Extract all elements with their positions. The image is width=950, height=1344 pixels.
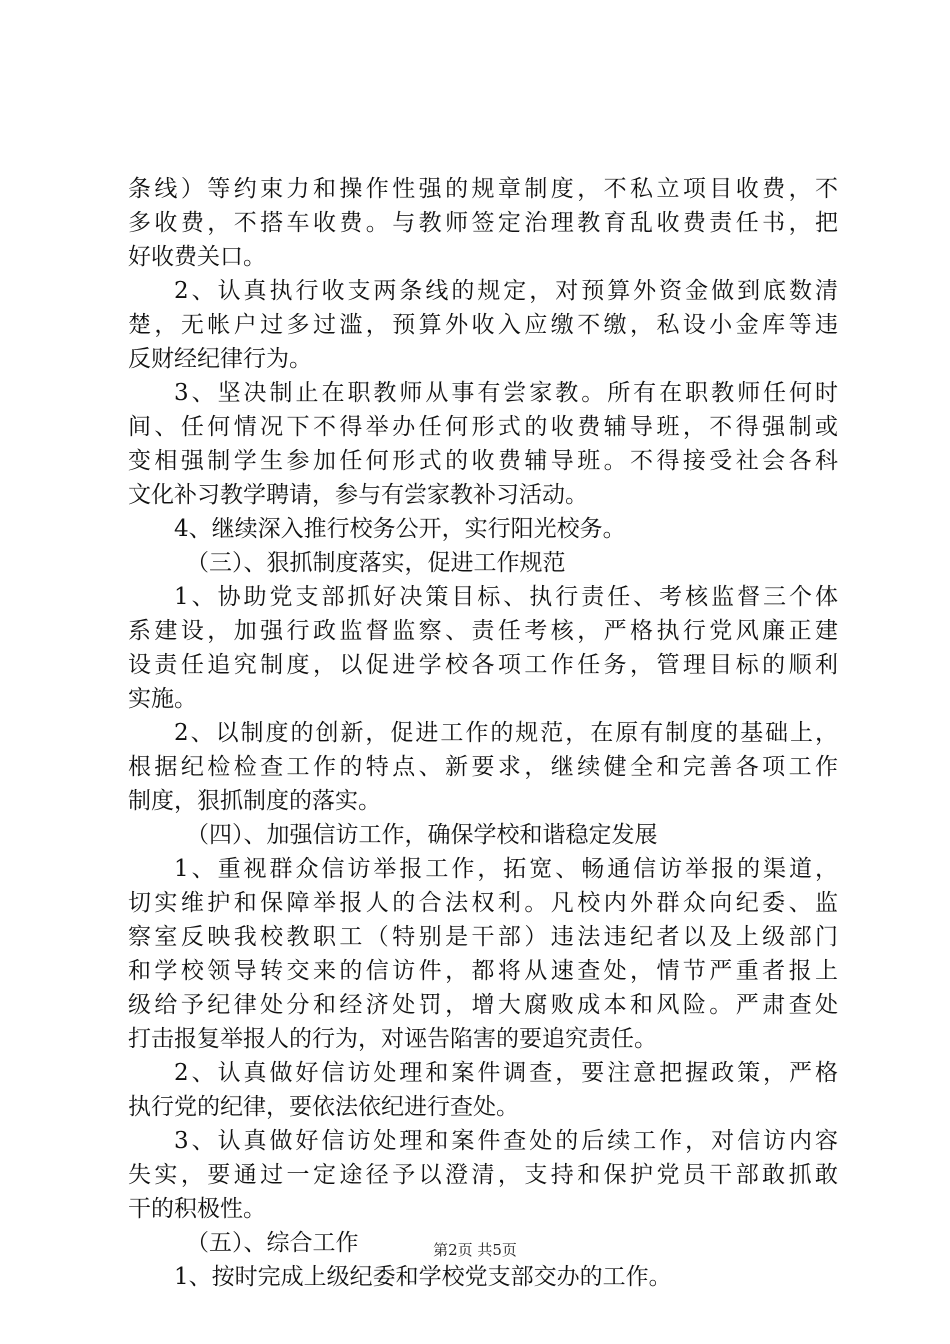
section-heading-line: （五）、综合工作 — [186, 1230, 359, 1256]
paragraph-line: 打击报复举报人的行为，对诬告陷害的要追究责任。 — [128, 1026, 657, 1052]
paragraph-line: 1、重视群众信访举报工作，拓宽、畅通信访举报的渠道， — [174, 856, 838, 882]
paragraph-line: 间、任何情况下不得举办任何形式的收费辅导班，不得强制或 — [128, 414, 838, 440]
paragraph-line: 4、继续深入推行校务公开，实行阳光校务。 — [174, 516, 626, 542]
paragraph-line: 2、认真执行收支两条线的规定，对预算外资金做到底数清 — [174, 278, 838, 304]
paragraph-line: 察室反映我校教职工（特别是干部）违法违纪者以及上级部门 — [128, 924, 838, 950]
paragraph-line: 多收费，不搭车收费。与教师签定治理教育乱收费责任书，把 — [128, 210, 838, 236]
paragraph-line: 3、认真做好信访处理和案件查处的后续工作，对信访内容 — [174, 1128, 838, 1154]
paragraph-line: 实施。 — [128, 686, 197, 712]
paragraph-line: 1、按时完成上级纪委和学校党支部交办的工作。 — [174, 1264, 672, 1290]
paragraph-line: 好收费关口。 — [128, 244, 266, 270]
paragraph-line: 和学校领导转交来的信访件，都将从速查处，情节严重者报上 — [128, 958, 838, 984]
paragraph-line: 根据纪检检查工作的特点、新要求，继续健全和完善各项工作 — [128, 754, 838, 780]
paragraph-line: 失实，要通过一定途径予以澄清，支持和保护党员干部敢抓敢 — [128, 1162, 838, 1188]
paragraph-line: 条线）等约束力和操作性强的规章制度，不私立项目收费，不 — [128, 176, 838, 202]
paragraph-line: 2、认真做好信访处理和案件调查，要注意把握政策，严格 — [174, 1060, 838, 1086]
section-heading-line: （四）、加强信访工作，确保学校和谐稳定发展 — [186, 822, 658, 848]
paragraph-line: 反财经纪律行为。 — [128, 346, 312, 372]
section-heading-line: （三）、狠抓制度落实，促进工作规范 — [186, 550, 566, 576]
paragraph-line: 文化补习教学聘请，参与有尝家教补习活动。 — [128, 482, 588, 508]
paragraph-line: 干的积极性。 — [128, 1196, 266, 1222]
page-number-footer: 第2页 共5页 — [433, 1241, 517, 1259]
paragraph-line: 3、坚决制止在职教师从事有尝家教。所有在职教师任何时 — [174, 380, 838, 406]
paragraph-line: 楚，无帐户过多过滥，预算外收入应缴不缴，私设小金库等违 — [128, 312, 838, 338]
document-body — [128, 172, 838, 1294]
paragraph-line: 执行党的纪律，要依法依纪进行查处。 — [128, 1094, 519, 1120]
paragraph-line: 设责任追究制度，以促进学校各项工作任务，管理目标的顺利 — [128, 652, 838, 678]
paragraph-line: 制度，狠抓制度的落实。 — [128, 788, 381, 814]
paragraph-line: 1、协助党支部抓好决策目标、执行责任、考核监督三个体 — [174, 584, 838, 610]
paragraph-line: 系建设，加强行政监督监察、责任考核，严格执行党风廉正建 — [128, 618, 838, 644]
paragraph-line: 2、以制度的创新，促进工作的规范，在原有制度的基础上， — [174, 720, 838, 746]
paragraph-line: 级给予纪律处分和经济处罚，增大腐败成本和风险。严肃查处 — [128, 992, 838, 1018]
paragraph-line: 变相强制学生参加任何形式的收费辅导班。不得接受社会各科 — [128, 448, 838, 474]
paragraph-line: 切实维护和保障举报人的合法权利。凡校内外群众向纪委、监 — [128, 890, 838, 916]
